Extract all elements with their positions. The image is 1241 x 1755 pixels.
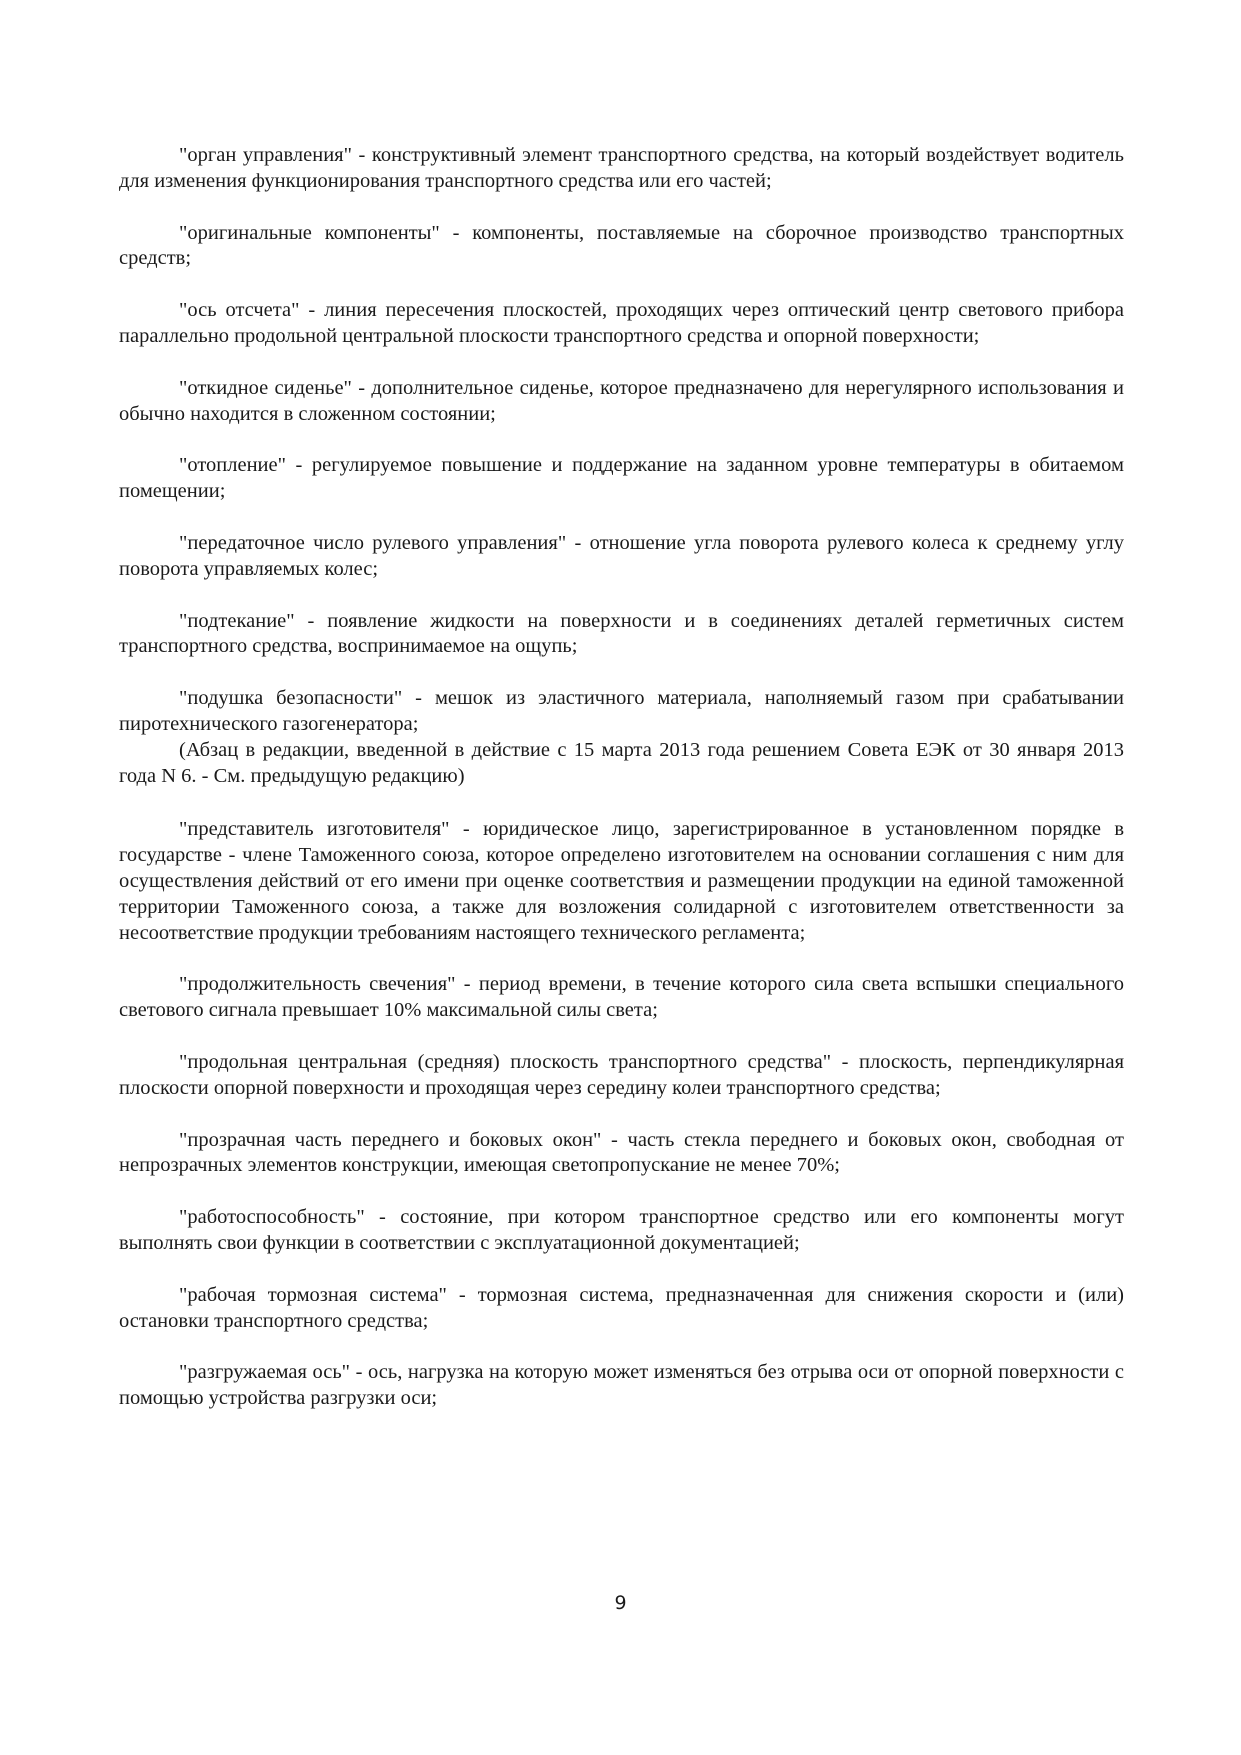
document-page bbox=[119, 143, 1124, 1438]
definition-prodolzhitelnost-svecheniya: "продолжительность свечения" - период времени, в течение которого сила света вспышки специального светового сигнала превышает 10% максимальной силы света; bbox=[119, 973, 1124, 1022]
definition-predstavitel-izgotovitelya: "представитель изготовителя" - юридическое лицо, зарегистрированное в установленном порядке в государстве - члене Таможенного союза, которое определено изготовителем на основании соглашения с ним для осуществления действий от его имени при оценке соответствия и размещении продукции на единой таможенной территории Таможенного союза, а также для возложения солидарной с изготовителем ответственности за несоответствие продукции требованиям настоящего технического регламента; bbox=[119, 818, 1124, 944]
definition-razgruzhaemaya-os: "разгружаемая ось" - ось, нагрузка на которую может изменяться без отрыва оси от опорной поверхности с помощью устройства разгрузки оси; bbox=[119, 1361, 1124, 1410]
definition-rabochaya-tormoznaya: "рабочая тормозная система" - тормозная система, предназначенная для снижения скорости и (или) остановки транспортного средства; bbox=[119, 1283, 1124, 1332]
definition-prozrachnaya-chast: "прозрачная часть переднего и боковых окон" - часть стекла переднего и боковых окон, свободная от непрозрачных элементов конструкции, имеющая светопропускание не менее 70%; bbox=[119, 1128, 1124, 1177]
definition-originalnye-komponenty: "оригинальные компоненты" - компоненты, поставляемые на сборочное производство транспортных средств; bbox=[119, 221, 1124, 270]
page-number: 9 bbox=[614, 1592, 627, 1614]
definition-os-otscheta: "ось отсчета" - линия пересечения плоскостей, проходящих через оптический центр светового прибора параллельно продольной центральной плоскости транспортного средства и опорной поверхности; bbox=[119, 299, 1124, 347]
definition-podtekanie: "подтекание" - появление жидкости на поверхности и в соединениях деталей герметичных систем транспортного средства, воспринимаемое на ощупь; bbox=[119, 609, 1124, 658]
definition-rabotosposobnost: "работоспособность" - состояние, при котором транспортное средство или его компоненты могут выполнять свои функции в соответствии с эксплуатационной документацией; bbox=[119, 1206, 1124, 1254]
definition-podushka-bezopasnosti: "подушка безопасности" - мешок из эластичного материала, наполняемый газом при срабатывании пиротехнического газогенератора; bbox=[119, 687, 1124, 735]
definition-otkidnoe-sidene: "откидное сиденье" - дополнительное сиденье, которое предназначено для нерегулярного использования и обычно находится в сложенном состоянии; bbox=[119, 376, 1124, 425]
definition-prodolnaya-ploskost: "продольная центральная (средняя) плоскость транспортного средства" - плоскость, перпендикулярная плоскости опорной поверхности и проходящая через середину колеи транспортного средства; bbox=[119, 1050, 1124, 1099]
definition-organ-upravleniya: "орган управления" - конструктивный элемент транспортного средства, на который воздействует водитель для изменения функционирования транспортного средства или его частей; bbox=[119, 144, 1124, 192]
editorial-note: (Абзац в редакции, введенной в действие с 15 марта 2013 года решением Совета ЕЭК от 30 января 2013 года N 6. - См. предыдущую редакцию) bbox=[119, 738, 1124, 787]
definition-otoplenie: "отопление" - регулируемое повышение и поддержание на заданном уровне температуры в обитаемом помещении; bbox=[119, 454, 1124, 503]
definition-peredatochnoe-chislo: "передаточное число рулевого управления" - отношение угла поворота рулевого колеса к среднему углу поворота управляемых колес; bbox=[119, 531, 1124, 580]
